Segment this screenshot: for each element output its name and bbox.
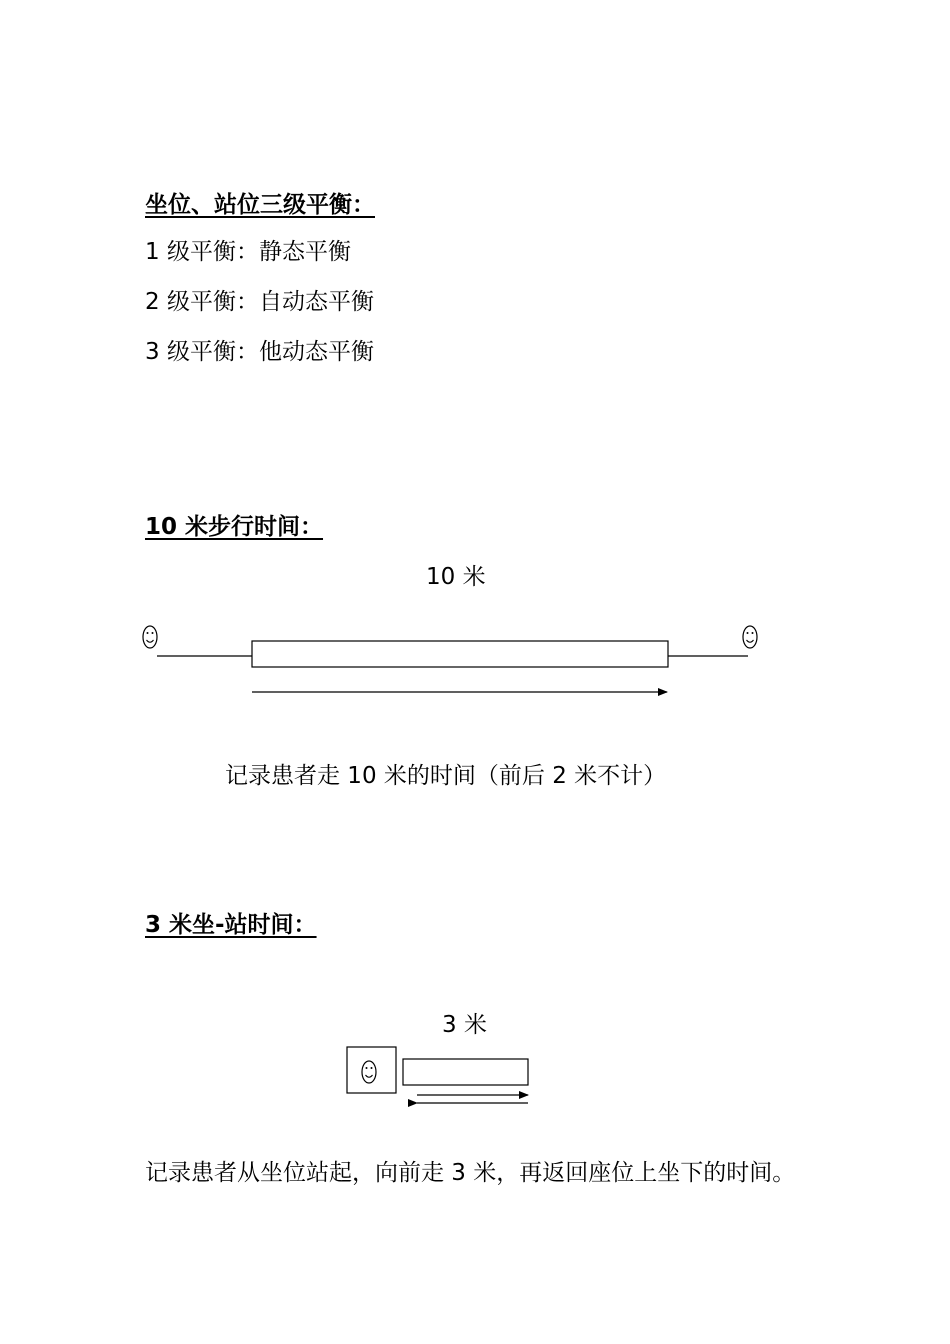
three-meter-zone-rect <box>403 1059 528 1085</box>
chair-box <box>347 1047 396 1093</box>
section2-caption: 记录患者走 10 米的时间（前后 2 米不计） <box>225 763 667 789</box>
balance-level-1: 1 级平衡：静态平衡 <box>145 239 351 265</box>
balance-level-2: 2 级平衡：自动态平衡 <box>145 289 374 315</box>
section3-caption: 记录患者从坐位站起，向前走 3 米，再返回座位上坐下的时间。 <box>145 1160 796 1186</box>
three-meter-label: 3 米 <box>442 1012 487 1038</box>
section2-heading: 10 米步行时间： <box>145 514 324 540</box>
ten-meter-label: 10 米 <box>426 564 486 590</box>
section3-heading: 3 米坐-站时间： <box>145 912 317 938</box>
balance-level-3: 3 级平衡：他动态平衡 <box>145 339 374 365</box>
section1-heading: 坐位、站位三级平衡： <box>145 192 375 218</box>
